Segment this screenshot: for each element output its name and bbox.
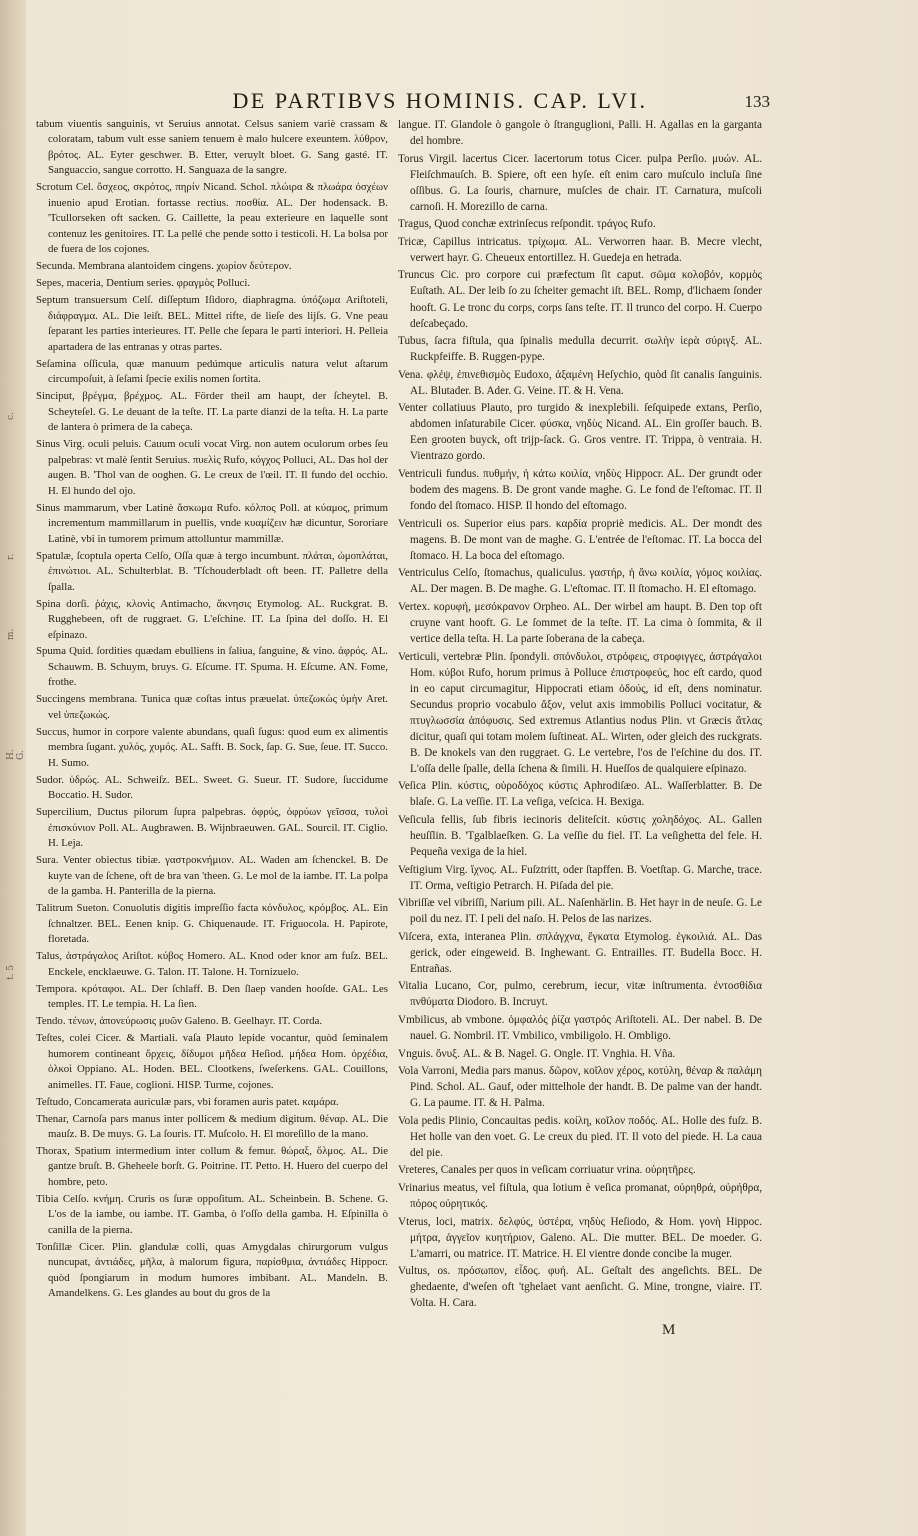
dictionary-entry: Veſica Plin. κύστις, οὐροδόχος κύστις Aphrodiſæo. AL. Waſſerblatter. B. De blaſe. G. La veſſie. IT. La veſiga, veſcica. H. Bexiga. [398,780,762,809]
dictionary-entry: Vterus, loci, matrix. δελφύς, ὑστέρα, νηδὺς Heſiodo, & Hom. γονὴ Hippoc. μήτρα, ἀγγεῖον κυητήριον, Galeno. AL. Die mutter. BEL. De moeder. G. L'amarri, ou matrice. IT. Matrice. H. El vientre donde concibe la muger. [398,1215,762,1260]
dictionary-entry: Spuma Quid. ſordities quædam ebulliens in ſaliua, ſanguine, & vino. ἀφρός. AL. Schauwm. B. Schuym, bruys. G. Eſcume. IT. Spuma. H. Eſcume. AN. Fome, frothe. [36,645,388,689]
dictionary-entry: Vmbilicus, ab vmbone. ὀμφαλός ῥίζα γαστρός Ariſtoteli. AL. Der nabel. B. De nauel. G. Nombril. IT. Vmbilico, vmbiligolo. H. Ombligo. [398,1014,762,1043]
dictionary-entry: Vibriſſæ vel vibriſſi, Narium pili. AL. Naſenhärlin. B. Het hayr in de neuſe. G. Le poil du nez. IT. I peli del naſo. H. Pelos de las narizes. [398,897,762,926]
dictionary-entry: Succus, humor in corpore valente abundans, quaſi ſugus: quod eum ex alimentis membra ſugant. χυλός, χυμός. AL. Safft. B. Sock, ſap. G. Sue, ſeue. IT. Succo. H. Sumo. [36,725,388,769]
signature-mark: M [662,1322,676,1338]
dictionary-entry: Tempora. κρόταφοι. AL. Der ſchlaff. B. Den ſlaep vanden hooſde. GAL. Les temples. IT. Le tempia. H. La ſien. [36,982,388,1011]
dictionary-entry: Secunda. Membrana alantoidem cingens. χωρίον δεύτερον. [36,260,292,273]
dictionary-entry: Vola pedis Plinio, Concauitas pedis. κοίλη, κοῖλον ποδός. AL. Holle des fuſz. B. Het holle van den voet. G. Le creux du pied. IT. Il voto del piede. H. La caua del pie. [398,1114,762,1159]
dictionary-entry: Tonſillæ Cicer. Plin. glandulæ colli, quas Amygdalas chirurgorum vulgus nuncupat, ἀντιάδες, μῆλα, à malorum figura, παρίσθμια, ἀντιάδες Hippocr. quòd ſpongiarum in modum humores imbibant. AL. Mandeln. B. Amandelkens. G. Les glandes au bout du gros de la [36,1240,388,1300]
margin-mark: H. G. [6,749,26,760]
dictionary-entry: Viſcera, exta, interanea Plin. σπλάγχνα, ἔγκατα Etymolog. ἐγκοιλιά. AL. Das gerick, oder eingeweid. B. Inghewant. G. Entrailles. IT. Budella Bocc. H. Entrañas. [398,930,762,975]
dictionary-entry: Tibia Celſo. κνήμη. Cruris os ſuræ oppoſitum. AL. Scheinbein. B. Schene. G. L'os de la iambe, ou iambe. IT. Gamba, ò l'oſſo della gamba. H. Eſpinilla ò canilla de la pierna. [36,1192,388,1236]
margin-mark: r. [6,553,16,560]
dictionary-entry: Ventriculi fundus. πυθμήν, ἡ κάτω κοιλία, νηδὺς Hippocr. AL. Der grundt oder bodem des magens. B. De gront vande maghe. G. Le fond de l'eſtomac. IT. Il fondo del ſtomaco. HISP. Il hondo del eſtomago. [398,467,762,513]
dictionary-entry: Sinus mammarum, vber Latinè ἄσκωμα Rufo. κόλπος Poll. at κύαμος, primum incrementum mammillarum in puellis, vnde κυαμίζειν hæ dicuntur, Sororiare Latinè, vbi in tumorem primum attolluntur mammillæ. [36,501,388,545]
dictionary-entry: Spina dorſi. ῥάχις, κλονὶς Antimacho, ἄκνησις Etymolog. AL. Ruckgrat. B. Rugghebeen, oft de ruggraet. G. L'eſchine. IT. La ſpina del doſſo. H. El eſpinazo. [36,597,388,641]
dictionary-entry: Tendo. τένων, ἀπονεύρωσις μυῶν Galeno. B. Geelhayr. IT. Corda. [36,1015,323,1028]
dictionary-entry: Sinus Virg. oculi peluis. Cauum oculi vocat Virg. non autem oculorum orbes ſeu palpebras: vt malè ſentit Seruius. πυελὶς Rufo, κόγχος Polluci, AL. Das hol der augen. B. 'Thol van de ooghen. G. Le creux de l'œil. IT. Il fundo del occhio. H. El hundo del ojo. [36,438,388,497]
margin-mark: c. [6,412,16,420]
left-column [36,117,388,1303]
dictionary-entry: Supercilium, Ductus pilorum ſupra palpebras. ὀφρύς, ὀφρύων γεῖσσα, τυλοὶ ἐπισκύνιον Poll. AL. Augbrawen. B. Wijnbraeuwen. GAL. Sourcil. IT. Ciglio. H. Leja. [36,806,388,850]
dictionary-entry: tabum viuentis sanguinis, vt Seruius annotat. Celsus saniem variè crassam & coloratam, tabum vult esse saniem tenuem è malo hulcere exeuntem. λύθρον, βρότος. AL. Eyter geschwer. B. Etter, veruylt bloet. G. Sang gasté. IT. Sanguaccio, sangue corrotto. H. Sanguaza de la sangre. [36,118,388,177]
dictionary-entry: Ventriculus Celſo, ſtomachus, qualiculus. γαστήρ, ἡ ἄνω κοιλία, γόμος κοιλίας. AL. Der magen. B. De maghe. G. L'eſtomac. IT. Il ſtomacho. H. El eſtomago. [398,567,762,596]
dictionary-entry: Thorax, Spatium intermedium inter collum & femur. θώραξ, ὄλμος. AL. Die gantze bruſt. B. Gheheele borſt. G. Poitrine. IT. Petto. H. Huero del cuerpo del hombre, peto. [36,1145,388,1188]
dictionary-entry: Teſtes, colei Cicer. & Martiali. vaſa Plauto lepide vocantur, quòd ſeminalem humorem contineant ὄρχεις, δίδυμοι μῆδεα Heſiod. μήδεα Hom. ὀρχέδια, ὁλκοὶ Oppiano. AL. Hoden. BEL. Clootkens, ſweſerkens. GAL. Couillons, animelles. IT. Faue, coglioni. HISP. Turme, cojones. [36,1032,388,1091]
dictionary-entry: Vola Varroni, Media pars manus. δῶρον, κοῖλον χέρος, κοτύλη, θέναρ & παλάμη Pind. Schol. AL. Gauf, oder mittelhole der handt. B. De palme van der handt. G. La paume. IT. & H. Palma. [398,1065,762,1110]
dictionary-entry: Spatulæ, ſcoptula operta Celſo, Oſſa quæ à tergo incumbunt. πλάται, ὠμοπλάται, ἐπινώτιοι. AL. Schulterblat. B. 'Tſchouderbladt oft been. IT. Palletre della ſpalla. [36,549,388,593]
dictionary-entry: Truncus Cic. pro corpore cui præfectum ſit caput. σῶμα κολοβόν, κορμὸς Euſtath. AL. Der leib ſo zu ſcheiter gemacht iſt. BEL. Romp, d'lichaem ſonder hooft. G. Le tronc du corps, corps ſans teſte. IT. Il trunco del corpo. H. Cuerpo deſcabeçado. [398,269,762,330]
dictionary-entry: Vultus, os. πρόσωπον, εἶδος. φυή. AL. Geſtalt des angeſichts. BEL. De ghedaente, d'weſen oft 'tghelaet vant aenſicht. G. Mine, trongne, viaire. IT. Volta. H. Cara. [398,1265,762,1310]
dictionary-entry: Succingens membrana. Tunica quæ coſtas intus præuelat. ὑπεζωκὼς ὑμὴν Aret. vel ὑπεζωκώς. [36,693,388,721]
dictionary-entry: Vena. φλέψ, ἐπινεθισμὸς Eudoxo, ἀξαμένη Heſychio, quòd ſit canalis ſanguinis. AL. Blutader. B. Ader. G. Veine. IT. & H. Vena. [398,368,762,397]
dictionary-entry: Vertex. κορυφή, μεσόκρανον Orpheo. AL. Der wirbel am haupt. B. Den top oft cruyne vant hooft. G. Le ſommet de la teſte. IT. La cima ò ſommita, & il vertice della teſta. H. La parte ſoberana de la cabeça. [398,600,762,645]
margin-mark: m. [6,628,16,640]
dictionary-entry: Veſtigium Virg. ἴχνος. AL. Fuſztritt, oder ſtapffen. B. Voetſtap. G. Marche, trace. IT. Orma, veſtigio Petrarch. H. Piſada del pie. [398,863,762,892]
dictionary-entry: Tricæ, Capillus intricatus. τρίχωμα. AL. Verworren haar. B. Mecre vlecht, verwert hayr. G. Cheueux entortillez. H. Guedeja en hetrada. [398,235,762,264]
dictionary-entry: Veſicula fellis, ſub fibris iecinoris deliteſcit. κύστις χοληδόχος. AL. Gallen heuſſlin. B. 'Tgalblaeſken. G. La veſſie du fiel. IT. La veſighetta del fele. H. Pequeña vexiga de la hiel. [398,813,762,859]
dictionary-entry: Talitrum Sueton. Conuolutis digitis impreſſio facta κόνδυλος, κρόμβος. AL. Ein ſchnaltzer. BEL. Eenen knip. G. Chiquenaude. IT. Friguocola. H. Papirote, floretada. [36,902,388,946]
dictionary-entry: Venter collatiuus Plauto, pro turgido & inexplebili. ſeſquipede extans, Perſio, abdomen inſaturabile Cicer. φύσκα, νηδὺς Nicand. AL. Ein groſſer bauch. B. Een grooten buyck, oft trijp-ſack. G. Gros ventre. IT. Trippa, ò ventraia. H. Vientrazo gordo. [398,402,762,463]
dictionary-entry: Sudor. ὑδρώς. AL. Schweiſz. BEL. Sweet. G. Sueur. IT. Sudore, ſuccidume Boccatio. H. Sudor. [36,773,388,802]
dictionary-entry: Vreteres, Canales per quos in veſicam corriuatur vrina. οὐρητῆρες. [398,1164,696,1177]
dictionary-entry: Vrinarius meatus, vel fiſtula, qua lotium è veſica promanat, οὐρηθρά, οὐρήθρα, πόρος οὐρητικός. [398,1182,762,1211]
dictionary-entry: Talus, ἀστράγαλος Ariſtot. κύβος Homero. AL. Knod oder knor am fuſz. BEL. Enckele, encklaeuwe. G. Talon. IT. Talone. H. Tornizuelo. [36,950,388,978]
gutter-bleed [0,0,26,1536]
dictionary-entry: langue. IT. Glandole ò gangole ò ſtranguglioni, Palli. H. Agallas en la garganta del hombre. [398,119,762,148]
dictionary-entry: Ventriculi os. Superior eius pars. καρδία propriè medicis. AL. Der mondt des magens. B. De mont van de maghe. G. L'entrée de l'eſtomac. IT. La bocca del ſtomaco. H. La boca del eſtomago. [398,517,762,562]
dictionary-entry: Thenar, Carnoſa pars manus inter pollicem & medium digitum. θέναρ. AL. Die mauſz. B. De muys. G. La ſouris. IT. Muſcolo. H. El moreſillo de la mano. [36,1112,388,1141]
dictionary-entry: Seſamina oſſicula, quæ manuum pedúmque articulis natura velut aſtarum circumpoſuit, à ſeſami ſpecie exilis nomen ſortita. [36,357,388,386]
dictionary-entry: Septum transuersum Celſ. diſſeptum Iſidoro, diaphragma. ὑπόζωμα Ariſtoteli, διάφραγμα. AL. Die leiſt. BEL. Mittel rifte, de lieſe des lijſs. G. Vne peau ſeparant les parties interieures. IT. Pelle che ſepara le parti interiori. H. Pelleia apartadera de las entranas y otras partes. [36,294,388,353]
dictionary-entry: Sura. Venter obiectus tibiæ. γαστροκνήμιον. AL. Waden am ſchenckel. B. De kuyte van de ſchene, oft de bra van 'theen. G. Le mol de la iambe. IT. La polpa de la gamba. H. Panterilla de la pierna. [36,854,388,898]
dictionary-entry: Torus Virgil. lacertus Cicer. lacertorum totus Cicer. pulpa Perſio. μυών. AL. Fleiſchmauſch. B. Spiere, oft een hyſe. eſt enim caro muſculo incluſa ſine oſſibus. G. La ſouris, charnure, muſcles de chair. IT. Carnatura, muſcoli carnoſi. H. Morezillo de carna. [398,152,762,213]
dictionary-entry: Verticuli, vertebræ Plin. ſpondyli. σπόνδυλοι, στρόφεις, στροφιγγες, ἀστράγαλοι Hom. κύβοι Rufo, horum primus à Polluce ἐπιστροφεύς, hoc eſt cardo, quod in eo caput circumagitur, Hippocrati etiam ὀδούς, id eſt, dens nominatur. Secundus proprio vocabulo ἄξον, velut axis immobilis Polluci vocitatur, & πτυγλωσσία ἀπόφυσις. Sed extremus Atlantius nodus Plin. vt Græcis ἄτλας dicitur, quaſi qui totam molem ſuſtineat. AL. Wirten, oder gleich des ruckgrats. B. De knokels van den ruggraet. G. Le vertebre, l'os de l'eſchine du dos. IT. L'oſſa delle ſpalle, della ſchena & ſimili. H. Hueſſos de qualquiere eſpinazo. [398,650,762,775]
dictionary-entry: Vitalia Lucano, Cor, pulmo, cerebrum, iecur, vitæ inſtrumenta. ἐντοσθίδια πνθύματα Diodoro. B. Incruyt. [398,980,762,1009]
dictionary-entry: Scrotum Cel. ὄσχεος, σκρότος, πηρίν Nicand. Schol. πλώιρα & πλωάρα ὀσχέων inuenio apud Erotian. fortasse rectius. ποσθία. AL. Der hodensack. B. 'Tcullorseken oft sacken. G. Caillette, la peau exterieure en laquelle sont contenuz les genitoires. IT. La pellé che pende sotto i testicoli. H. La bolsa por de fuera de los cojones. [36,181,388,256]
dictionary-entry: Tubus, ſacra fiſtula, qua ſpinalis medulla decurrit. σωλὴν ἱερὰ σύριγξ. AL. Ruckpfeiffe. B. Ruggen-pype. [398,335,762,364]
dictionary-entry: Vnguis. ὄνυξ. AL. & B. Nagel. G. Ongle. IT. Vnghia. H. Vña. [398,1047,676,1060]
dictionary-entry: Teſtudo, Concamerata auriculæ pars, vbi foramen auris patet. καμάρα. [36,1095,339,1108]
dictionary-entry: Tragus, Quod conchæ extrinſecus reſpondit. τράγος Rufo. [398,218,656,231]
margin-mark: t. 5 [6,964,16,980]
dictionary-entry: Sepes, maceria, Dentium series. φραγμὸς Polluci. [36,277,251,290]
right-column [398,117,762,1313]
running-title: DE PARTIBVS HOMINIS. CAP. LVI. [232,88,648,113]
dictionary-entry: Sinciput, βρέγμα, βρέχμος. AL. Förder theil am haupt, der ſcheytel. B. Scheyteſel. G. Le deuant de la teſte. IT. La parte dianzi de la teſta. H. La parte de lantera ò primera de la cabeça. [36,390,388,434]
page-number: 133 [744,92,770,111]
